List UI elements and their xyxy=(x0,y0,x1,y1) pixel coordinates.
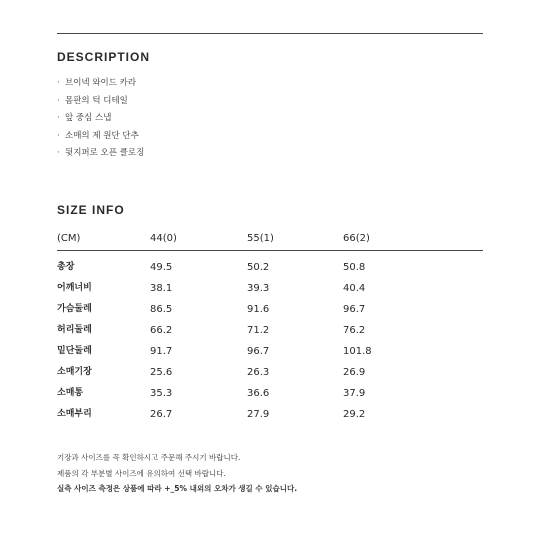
note-item: 제품의 각 부분별 사이즈에 유의하여 선택 바랍니다. xyxy=(57,468,226,478)
row-label: 밑단둘레 xyxy=(57,346,92,356)
note-item-emphasis: 실측 사이즈 측정은 상품에 따라 +_5% 내외의 오차가 생길 수 있습니다. xyxy=(57,484,298,493)
bullet: · xyxy=(57,130,60,141)
header-divider xyxy=(57,250,483,251)
description-item xyxy=(57,128,144,146)
description-item xyxy=(57,75,144,93)
description-item-text: 브이넥 와이드 카라 xyxy=(65,78,137,88)
bullet: · xyxy=(57,148,60,158)
description-item xyxy=(57,93,144,111)
row-value: 40.4 xyxy=(343,283,366,294)
size-info-title: SIZE INFO xyxy=(57,203,125,217)
row-value: 39.3 xyxy=(247,283,270,294)
row-label: 소매부리 xyxy=(57,409,92,419)
header-size-55: 55(1) xyxy=(247,233,274,244)
row-label: 어깨너비 xyxy=(57,283,92,293)
note-item: 기장과 사이즈를 꼭 확인하시고 주문해 주시기 바랍니다. xyxy=(57,453,241,462)
row-value: 37.9 xyxy=(343,388,366,399)
row-value: 76.2 xyxy=(343,325,366,336)
row-value: 29.2 xyxy=(343,409,366,420)
table-row xyxy=(57,320,483,341)
row-value: 71.2 xyxy=(247,325,270,336)
description-item-text: 소매의 제 원단 단추 xyxy=(65,130,139,141)
row-value: 96.7 xyxy=(343,304,366,315)
row-value: 66.2 xyxy=(150,325,173,336)
row-value: 25.6 xyxy=(150,367,173,378)
top-divider xyxy=(57,33,483,34)
table-row xyxy=(57,278,483,299)
table-row xyxy=(57,404,483,425)
row-value: 26.9 xyxy=(343,367,366,378)
row-value: 26.3 xyxy=(247,367,270,378)
row-value: 49.5 xyxy=(150,262,173,273)
row-value: 38.1 xyxy=(150,283,173,294)
row-value: 35.3 xyxy=(150,388,173,399)
notes-list xyxy=(57,450,297,497)
size-table xyxy=(57,229,483,425)
description-item-text: 몸판의 턱 디테일 xyxy=(65,95,128,106)
table-row xyxy=(57,257,483,278)
bullet: · xyxy=(57,78,60,88)
row-value: 50.8 xyxy=(343,262,366,273)
table-row xyxy=(57,362,483,383)
description-item-text: 뒷지퍼로 오픈 클로징 xyxy=(65,148,145,158)
size-table-header xyxy=(57,229,483,248)
header-size-44: 44(0) xyxy=(150,233,177,244)
bullet: · xyxy=(57,113,60,123)
row-label: 소매기장 xyxy=(57,367,92,377)
row-value: 36.6 xyxy=(247,388,270,399)
description-item xyxy=(57,145,144,163)
row-value: 86.5 xyxy=(150,304,173,315)
row-value: 91.7 xyxy=(150,346,173,357)
description-title: DESCRIPTION xyxy=(57,50,151,64)
row-value: 101.8 xyxy=(343,346,372,357)
description-item xyxy=(57,110,144,128)
table-row xyxy=(57,299,483,320)
header-unit: (CM) xyxy=(57,233,81,244)
row-value: 50.2 xyxy=(247,262,270,273)
row-label: 허리둘레 xyxy=(57,325,92,335)
row-value: 91.6 xyxy=(247,304,270,315)
row-label: 가슴둘레 xyxy=(57,304,92,314)
bullet: · xyxy=(57,95,60,106)
row-label: 총장 xyxy=(57,262,75,272)
table-row xyxy=(57,383,483,404)
header-size-66: 66(2) xyxy=(343,233,370,244)
description-list xyxy=(57,75,144,163)
row-value: 26.7 xyxy=(150,409,173,420)
row-value: 27.9 xyxy=(247,409,270,420)
row-label: 소매통 xyxy=(57,388,84,398)
row-value: 96.7 xyxy=(247,346,270,357)
description-item-text: 앞 중심 스냅 xyxy=(65,113,112,123)
table-row xyxy=(57,341,483,362)
